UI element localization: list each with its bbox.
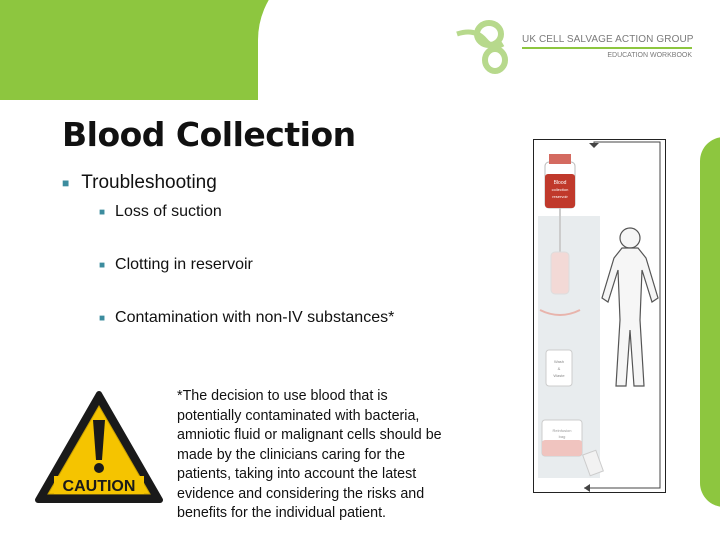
sub-bullet-text: Clotting in reservoir bbox=[115, 256, 253, 273]
square-bullet-icon: ■ bbox=[99, 206, 106, 218]
square-bullet-icon: ■ bbox=[99, 259, 106, 271]
diagram-bag-label: reservoir bbox=[552, 194, 568, 199]
diagram-bag-label: Waste bbox=[553, 373, 565, 378]
footnote-line: potentially contaminated with bacteria, bbox=[177, 407, 420, 424]
diagram-bag-label: Reinfusion bbox=[552, 428, 572, 433]
flow-arrow-icon bbox=[589, 143, 599, 148]
footnote-line: *The decision to use blood that is bbox=[177, 388, 388, 404]
square-bullet-icon: ■ bbox=[62, 176, 70, 190]
sub-bullet-loss-of-suction bbox=[99, 203, 222, 221]
diagram-bag-label: collection bbox=[551, 187, 569, 192]
right-accent-band bbox=[700, 137, 720, 507]
diagram-bag-label: Blood bbox=[553, 180, 567, 186]
slide-title: Blood Collection bbox=[62, 115, 356, 154]
caution-triangle-icon bbox=[34, 390, 164, 508]
header-divider bbox=[522, 47, 692, 49]
sub-bullet-text: Contamination with non-IV substances* bbox=[115, 309, 395, 326]
footnote-line: benefits for the individual patient. bbox=[177, 505, 387, 521]
sub-bullet-text: Loss of suction bbox=[115, 203, 222, 220]
caution-label: CAUTION bbox=[62, 478, 136, 495]
footnote-line: evidence and considering the risks and bbox=[177, 485, 425, 502]
cell-salvage-diagram bbox=[533, 139, 666, 493]
org-name: UK CELL SALVAGE ACTION GROUP bbox=[522, 34, 694, 45]
diagram-bag-label: Wash bbox=[553, 359, 565, 364]
footnote-line: patients, taking into account the latest bbox=[177, 466, 417, 482]
sub-bullet-clotting bbox=[99, 256, 253, 274]
square-bullet-icon: ■ bbox=[99, 312, 106, 324]
footnote-line: made by the clinicians caring for the bbox=[177, 446, 406, 463]
workbook-label: EDUCATION WORKBOOK bbox=[607, 52, 692, 59]
diagram-bag-label: bag bbox=[558, 434, 566, 439]
human-figure-icon bbox=[602, 228, 658, 386]
footnote-line: amniotic fluid or malignant cells should be bbox=[177, 427, 442, 443]
bullet-text: Troubleshooting bbox=[81, 172, 217, 193]
flow-arrow-icon bbox=[584, 484, 590, 492]
sub-bullet-contamination bbox=[99, 309, 394, 327]
footnote bbox=[177, 387, 497, 524]
diagram-canvas bbox=[534, 140, 665, 492]
bullet-troubleshooting bbox=[62, 172, 217, 194]
diagram-bag-label: & bbox=[557, 366, 561, 371]
ukcsag-logo-icon bbox=[455, 18, 519, 76]
